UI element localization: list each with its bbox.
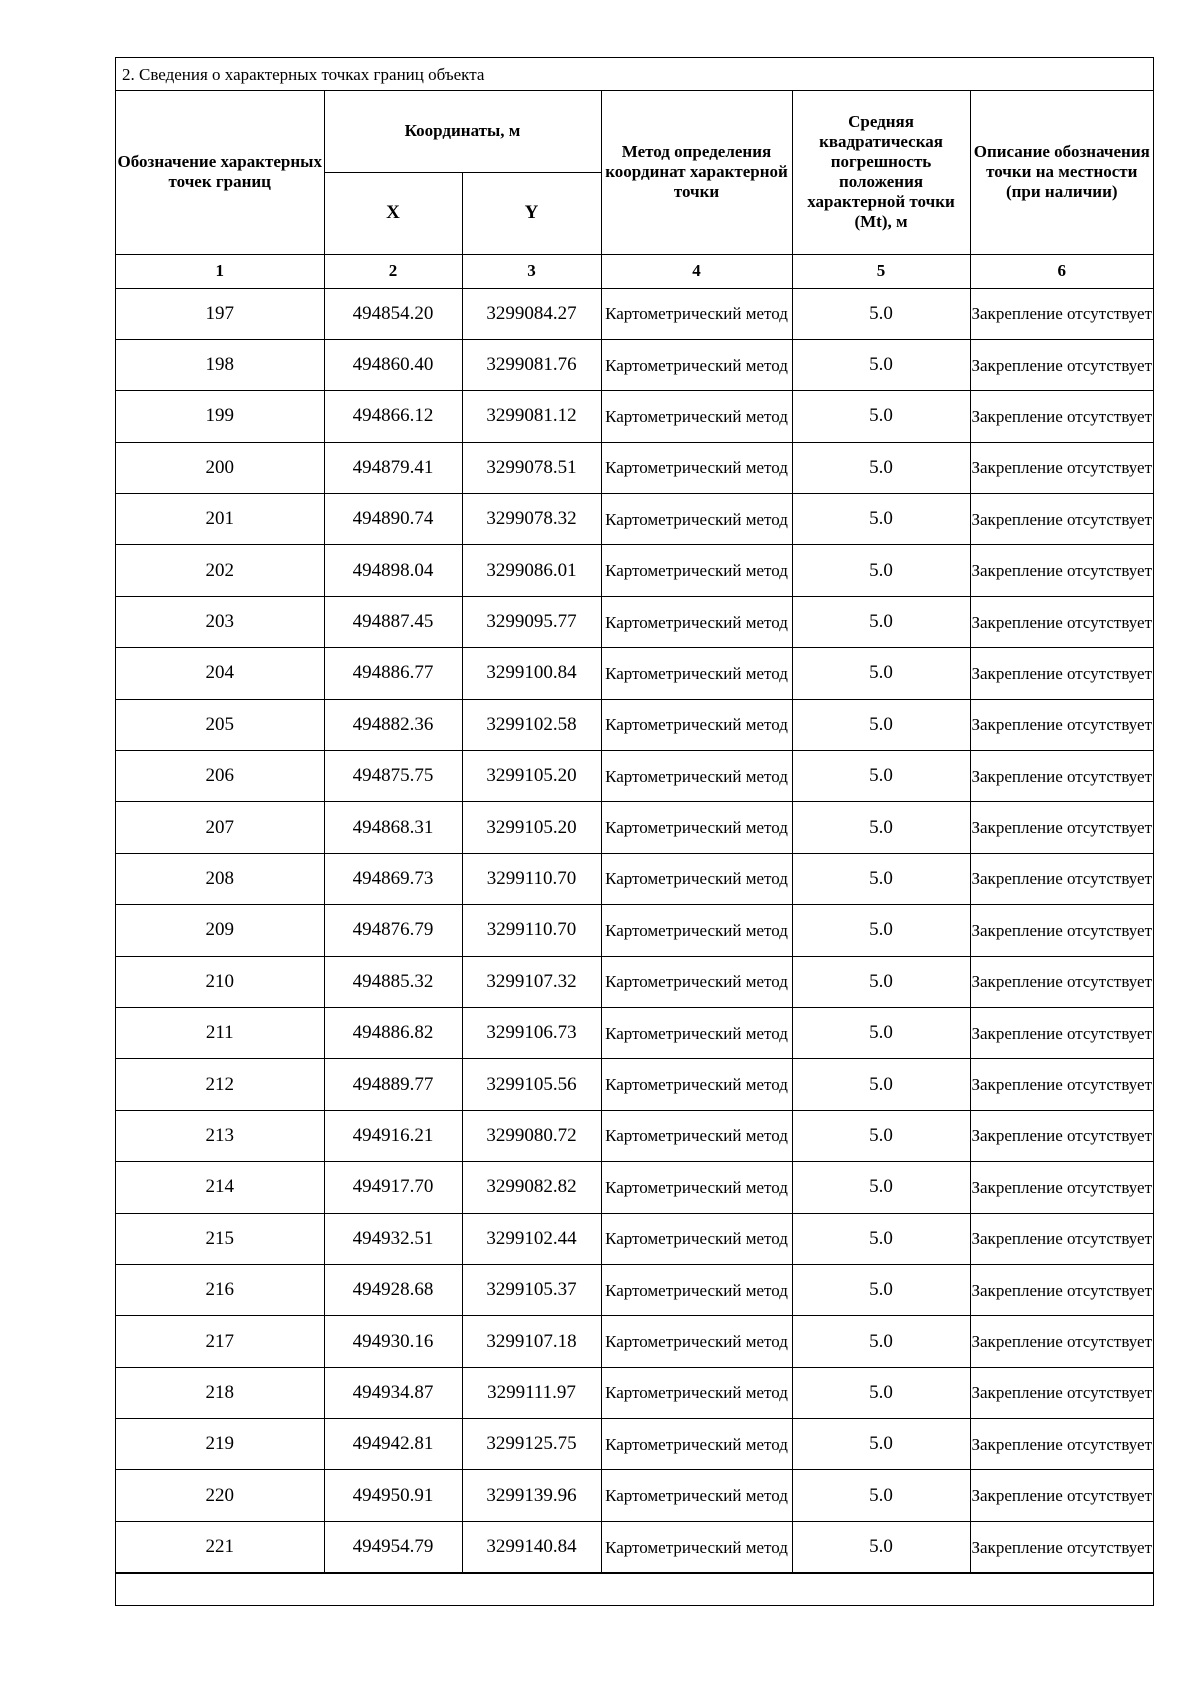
y-coordinate-cell: 3299107.32	[462, 956, 601, 1007]
table-row	[116, 596, 1153, 647]
method-cell: Картометрический метод	[601, 1007, 792, 1058]
point-id-cell: 219	[116, 1419, 324, 1470]
y-coordinate-cell: 3299110.70	[462, 905, 601, 956]
description-cell: Закрепление отсутствует	[970, 1110, 1153, 1161]
method-cell: Картометрический метод	[601, 288, 792, 339]
method-cell: Картометрический метод	[601, 339, 792, 390]
method-cell: Картометрический метод	[601, 494, 792, 545]
y-coordinate-cell: 3299082.82	[462, 1162, 601, 1213]
description-cell: Закрепление отсутствует	[970, 442, 1153, 493]
header-x: X	[324, 172, 462, 254]
table-body	[116, 288, 1153, 1573]
method-cell: Картометрический метод	[601, 1316, 792, 1367]
x-coordinate-cell: 494934.87	[324, 1367, 462, 1418]
point-id-cell: 212	[116, 1059, 324, 1110]
method-cell: Картометрический метод	[601, 1470, 792, 1521]
y-coordinate-cell: 3299100.84	[462, 648, 601, 699]
point-id-cell: 202	[116, 545, 324, 596]
method-cell: Картометрический метод	[601, 853, 792, 904]
description-cell: Закрепление отсутствует	[970, 751, 1153, 802]
description-cell: Закрепление отсутствует	[970, 1007, 1153, 1058]
method-cell: Картометрический метод	[601, 956, 792, 1007]
method-cell: Картометрический метод	[601, 1110, 792, 1161]
mt-cell: 5.0	[792, 1470, 970, 1521]
table-row	[116, 339, 1153, 390]
method-cell: Картометрический метод	[601, 1264, 792, 1315]
mt-cell: 5.0	[792, 853, 970, 904]
table-row	[116, 1007, 1153, 1058]
method-cell: Картометрический метод	[601, 391, 792, 442]
x-coordinate-cell: 494917.70	[324, 1162, 462, 1213]
x-coordinate-cell: 494889.77	[324, 1059, 462, 1110]
y-coordinate-cell: 3299078.32	[462, 494, 601, 545]
x-coordinate-cell: 494860.40	[324, 339, 462, 390]
x-coordinate-cell: 494868.31	[324, 802, 462, 853]
x-coordinate-cell: 494928.68	[324, 1264, 462, 1315]
header-point-designation: Обозначение характерных точек границ	[116, 91, 324, 254]
point-id-cell: 203	[116, 596, 324, 647]
table-row	[116, 391, 1153, 442]
x-coordinate-cell: 494885.32	[324, 956, 462, 1007]
x-coordinate-cell: 494954.79	[324, 1521, 462, 1572]
x-coordinate-cell: 494890.74	[324, 494, 462, 545]
point-id-cell: 208	[116, 853, 324, 904]
column-number: 2	[324, 254, 462, 288]
mt-cell: 5.0	[792, 802, 970, 853]
y-coordinate-cell: 3299086.01	[462, 545, 601, 596]
description-cell: Закрепление отсутствует	[970, 853, 1153, 904]
x-coordinate-cell: 494866.12	[324, 391, 462, 442]
method-cell: Картометрический метод	[601, 596, 792, 647]
method-cell: Картометрический метод	[601, 1213, 792, 1264]
table-row	[116, 1213, 1153, 1264]
mt-cell: 5.0	[792, 1264, 970, 1315]
column-number: 3	[462, 254, 601, 288]
description-cell: Закрепление отсутствует	[970, 391, 1153, 442]
mt-cell: 5.0	[792, 956, 970, 1007]
description-cell: Закрепление отсутствует	[970, 1264, 1153, 1315]
mt-cell: 5.0	[792, 545, 970, 596]
y-coordinate-cell: 3299084.27	[462, 288, 601, 339]
table-row	[116, 288, 1153, 339]
table-row	[116, 1316, 1153, 1367]
description-cell: Закрепление отсутствует	[970, 596, 1153, 647]
method-cell: Картометрический метод	[601, 545, 792, 596]
point-id-cell: 197	[116, 288, 324, 339]
point-id-cell: 199	[116, 391, 324, 442]
description-cell: Закрепление отсутствует	[970, 339, 1153, 390]
mt-cell: 5.0	[792, 1213, 970, 1264]
y-coordinate-cell: 3299107.18	[462, 1316, 601, 1367]
description-cell: Закрепление отсутствует	[970, 905, 1153, 956]
point-id-cell: 221	[116, 1521, 324, 1572]
method-cell: Картометрический метод	[601, 1419, 792, 1470]
mt-cell: 5.0	[792, 751, 970, 802]
method-cell: Картометрический метод	[601, 1367, 792, 1418]
method-cell: Картометрический метод	[601, 1521, 792, 1572]
description-cell: Закрепление отсутствует	[970, 1213, 1153, 1264]
mt-cell: 5.0	[792, 391, 970, 442]
x-coordinate-cell: 494942.81	[324, 1419, 462, 1470]
y-coordinate-cell: 3299105.20	[462, 802, 601, 853]
method-cell: Картометрический метод	[601, 802, 792, 853]
description-cell: Закрепление отсутствует	[970, 1059, 1153, 1110]
x-coordinate-cell: 494869.73	[324, 853, 462, 904]
x-coordinate-cell: 494950.91	[324, 1470, 462, 1521]
table-row	[116, 545, 1153, 596]
boundary-points-document	[115, 57, 1154, 1606]
description-cell: Закрепление отсутствует	[970, 956, 1153, 1007]
method-cell: Картометрический метод	[601, 442, 792, 493]
point-id-cell: 205	[116, 699, 324, 750]
point-id-cell: 213	[116, 1110, 324, 1161]
boundary-points-table	[116, 91, 1153, 1573]
x-coordinate-cell: 494916.21	[324, 1110, 462, 1161]
header-mean-square-error: Средняя квадратическая погрешность положения характерной точки (Mt), м	[792, 91, 970, 254]
y-coordinate-cell: 3299102.44	[462, 1213, 601, 1264]
y-coordinate-cell: 3299105.37	[462, 1264, 601, 1315]
y-coordinate-cell: 3299105.56	[462, 1059, 601, 1110]
mt-cell: 5.0	[792, 288, 970, 339]
mt-cell: 5.0	[792, 905, 970, 956]
table-row	[116, 1162, 1153, 1213]
y-coordinate-cell: 3299111.97	[462, 1367, 601, 1418]
header-coordinates: Координаты, м	[324, 91, 601, 172]
mt-cell: 5.0	[792, 699, 970, 750]
column-number: 5	[792, 254, 970, 288]
point-id-cell: 211	[116, 1007, 324, 1058]
method-cell: Картометрический метод	[601, 905, 792, 956]
mt-cell: 5.0	[792, 648, 970, 699]
description-cell: Закрепление отсутствует	[970, 699, 1153, 750]
point-id-cell: 201	[116, 494, 324, 545]
table-row	[116, 905, 1153, 956]
x-coordinate-cell: 494886.82	[324, 1007, 462, 1058]
y-coordinate-cell: 3299102.58	[462, 699, 601, 750]
table-row	[116, 1110, 1153, 1161]
method-cell: Картометрический метод	[601, 1059, 792, 1110]
table-row	[116, 1419, 1153, 1470]
y-coordinate-cell: 3299105.20	[462, 751, 601, 802]
column-number: 4	[601, 254, 792, 288]
description-cell: Закрепление отсутствует	[970, 802, 1153, 853]
table-row	[116, 1059, 1153, 1110]
header-y: Y	[462, 172, 601, 254]
y-coordinate-cell: 3299110.70	[462, 853, 601, 904]
table-row	[116, 1470, 1153, 1521]
point-id-cell: 210	[116, 956, 324, 1007]
y-coordinate-cell: 3299106.73	[462, 1007, 601, 1058]
x-coordinate-cell: 494932.51	[324, 1213, 462, 1264]
x-coordinate-cell: 494854.20	[324, 288, 462, 339]
description-cell: Закрепление отсутствует	[970, 1419, 1153, 1470]
point-id-cell: 200	[116, 442, 324, 493]
description-cell: Закрепление отсутствует	[970, 1521, 1153, 1572]
method-cell: Картометрический метод	[601, 648, 792, 699]
point-id-cell: 215	[116, 1213, 324, 1264]
mt-cell: 5.0	[792, 1110, 970, 1161]
header-description: Описание обозначения точки на местности (при наличии)	[970, 91, 1153, 254]
x-coordinate-cell: 494930.16	[324, 1316, 462, 1367]
x-coordinate-cell: 494876.79	[324, 905, 462, 956]
description-cell: Закрепление отсутствует	[970, 648, 1153, 699]
mt-cell: 5.0	[792, 1521, 970, 1572]
y-coordinate-cell: 3299125.75	[462, 1419, 601, 1470]
column-number-row	[116, 254, 1153, 288]
section-title: 2. Сведения о характерных точках границ объекта	[116, 58, 1153, 91]
method-cell: Картометрический метод	[601, 1162, 792, 1213]
mt-cell: 5.0	[792, 442, 970, 493]
point-id-cell: 206	[116, 751, 324, 802]
table-row	[116, 853, 1153, 904]
x-coordinate-cell: 494882.36	[324, 699, 462, 750]
mt-cell: 5.0	[792, 1367, 970, 1418]
table-row	[116, 1367, 1153, 1418]
point-id-cell: 209	[116, 905, 324, 956]
table-row	[116, 751, 1153, 802]
mt-cell: 5.0	[792, 494, 970, 545]
mt-cell: 5.0	[792, 1419, 970, 1470]
mt-cell: 5.0	[792, 1007, 970, 1058]
header-method: Метод определения координат характерной точки	[601, 91, 792, 254]
description-cell: Закрепление отсутствует	[970, 494, 1153, 545]
y-coordinate-cell: 3299081.12	[462, 391, 601, 442]
description-cell: Закрепление отсутствует	[970, 1162, 1153, 1213]
method-cell: Картометрический метод	[601, 751, 792, 802]
table-row	[116, 442, 1153, 493]
point-id-cell: 198	[116, 339, 324, 390]
table-footer-empty	[116, 1573, 1153, 1611]
table-row	[116, 956, 1153, 1007]
mt-cell: 5.0	[792, 1316, 970, 1367]
point-id-cell: 214	[116, 1162, 324, 1213]
header-row	[116, 91, 1153, 172]
method-cell: Картометрический метод	[601, 699, 792, 750]
table-row	[116, 1521, 1153, 1572]
table-row	[116, 648, 1153, 699]
point-id-cell: 217	[116, 1316, 324, 1367]
y-coordinate-cell: 3299095.77	[462, 596, 601, 647]
description-cell: Закрепление отсутствует	[970, 288, 1153, 339]
y-coordinate-cell: 3299078.51	[462, 442, 601, 493]
y-coordinate-cell: 3299081.76	[462, 339, 601, 390]
table-row	[116, 1264, 1153, 1315]
mt-cell: 5.0	[792, 1162, 970, 1213]
table-row	[116, 699, 1153, 750]
point-id-cell: 216	[116, 1264, 324, 1315]
description-cell: Закрепление отсутствует	[970, 1316, 1153, 1367]
description-cell: Закрепление отсутствует	[970, 1367, 1153, 1418]
table-row	[116, 802, 1153, 853]
point-id-cell: 218	[116, 1367, 324, 1418]
y-coordinate-cell: 3299140.84	[462, 1521, 601, 1572]
description-cell: Закрепление отсутствует	[970, 545, 1153, 596]
column-number: 6	[970, 254, 1153, 288]
column-number: 1	[116, 254, 324, 288]
point-id-cell: 220	[116, 1470, 324, 1521]
x-coordinate-cell: 494886.77	[324, 648, 462, 699]
point-id-cell: 207	[116, 802, 324, 853]
description-cell: Закрепление отсутствует	[970, 1470, 1153, 1521]
x-coordinate-cell: 494879.41	[324, 442, 462, 493]
x-coordinate-cell: 494875.75	[324, 751, 462, 802]
x-coordinate-cell: 494898.04	[324, 545, 462, 596]
mt-cell: 5.0	[792, 339, 970, 390]
y-coordinate-cell: 3299139.96	[462, 1470, 601, 1521]
mt-cell: 5.0	[792, 596, 970, 647]
x-coordinate-cell: 494887.45	[324, 596, 462, 647]
mt-cell: 5.0	[792, 1059, 970, 1110]
table-row	[116, 494, 1153, 545]
y-coordinate-cell: 3299080.72	[462, 1110, 601, 1161]
point-id-cell: 204	[116, 648, 324, 699]
